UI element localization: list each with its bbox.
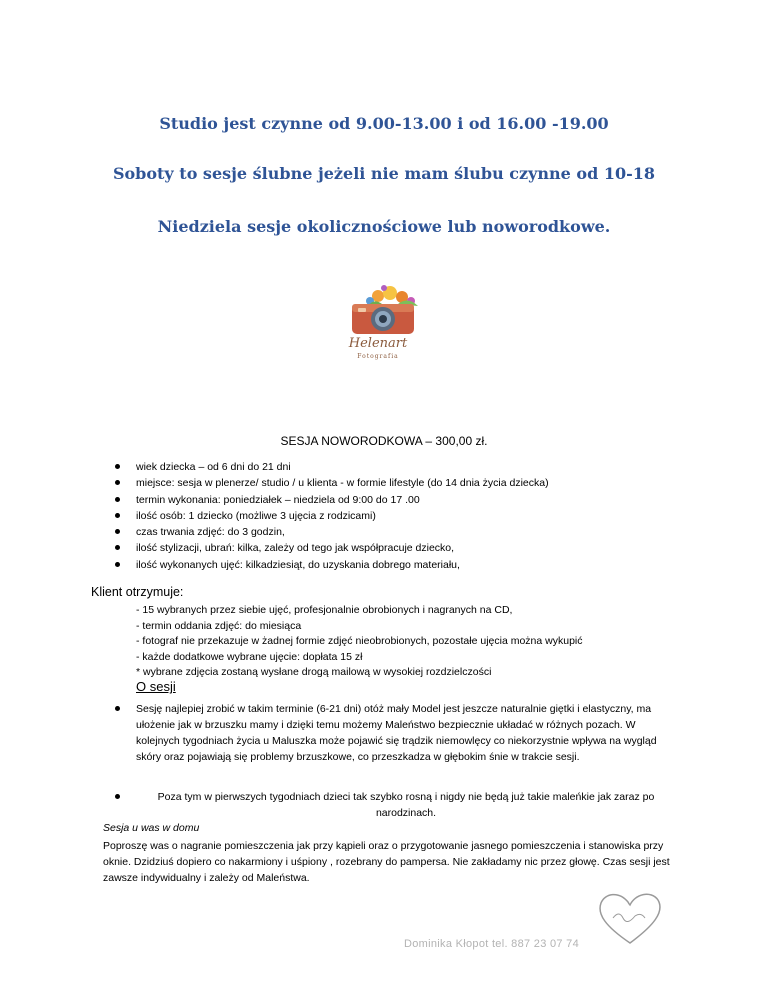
list-item: * wybrane zdjęcia zostaną wysłane drogą mailową w wysokiej rozdzielczości [136, 666, 492, 679]
logo-subtitle: Fotografia [357, 353, 399, 360]
about-session-title: O sesji [136, 679, 176, 694]
list-item: wiek dziecka – od 6 dni do 21 dni [114, 459, 549, 475]
about-paragraph-1: Sesję najlepiej zrobić w takim terminie (6-21 dni) otóż mały Model jest jeszcze naturalnie giętki i elastyczny, ma ułożenie jak w brzuszku mamy i dzięki temu możemy Maleństwo bezpiecznie układać w różnych pozach. W kolejnych tygodniach życia u Maluszka może pojawić się trądzik niemowlęcy co niekorzystnie wpływa na wygląd skóry oraz pojawiają się problemy brzuszkowe, co przeszkadza w głębokim śnie w trakcie sesji. [136, 703, 657, 763]
about-paragraph-2: Poza tym w pierwszych tygodniach dzieci tak szybko rosną i nigdy nie będą już takie maleńkie jak zaraz po narodzinach. [157, 791, 655, 819]
home-session-title: Sesja u was w domu [103, 822, 200, 834]
client-title: Klient otrzymuje: [91, 585, 184, 599]
list-item: - fotograf nie przekazuje w żadnej formie zdjęć nieobrobionych, pozostałe ujęcia można wykupić [136, 635, 583, 648]
session-details-list [114, 459, 549, 573]
list-item: czas trwania zdjęć: do 3 godzin, [114, 524, 549, 540]
list-item: - 15 wybranych przez siebie ujęć, profesjonalnie obrobionych i nagranych na CD, [136, 604, 513, 616]
list-item: ilość stylizacji, ubrań: kilka, zależy od tego jak współpracuje dziecko, [114, 540, 549, 556]
logo-name: Helenart [348, 336, 408, 351]
list-item: miejsce: sesja w plenerze/ studio / u klienta - w formie lifestyle (do 14 dnia życia dziecka) [114, 475, 549, 491]
list-item: - termin oddania zdjęć: do miesiąca [136, 619, 302, 632]
session-title: SESJA NOWORODKOWA – 300,00 zł. [280, 434, 488, 448]
saturday-hours-heading: Soboty to sesje ślubne jeżeli nie mam ślubu czynne od 10-18 [112, 164, 656, 183]
helenart-logo [338, 284, 438, 374]
home-session-text: Poproszę was o nagranie pomieszczenia jak przy kąpieli oraz o przygotowanie jasnego pomieszczenia i stanowiska przy oknie. Dzidziuś dopiero co nakarmiony i uśpiony , rozebrany do pampersa. Nie zakładamy nic przez głowę. Czas sesji jest zawsze indywidualny i zależy od Maleństwa. [103, 840, 670, 884]
footer-contact: Dominika Kłopot tel. 887 23 07 74 [404, 938, 580, 950]
sunday-hours-heading: Niedziela sesje okolicznościowe lub noworodkowe. [157, 217, 611, 236]
list-item: termin wykonania: poniedziałek – niedziela od 9:00 do 17 .00 [114, 492, 549, 508]
bullet-icon [115, 706, 120, 711]
list-item: ilość wykonanych ujęć: kilkadziesiąt, do uzyskania dobrego materiału, [114, 557, 549, 573]
list-item: ilość osób: 1 dziecko (możliwe 3 ujęcia z rodzicami) [114, 508, 549, 524]
bullet-icon [115, 794, 120, 799]
camera-flowers-icon [338, 284, 438, 340]
list-item: - każde dodatkowe wybrane ujęcie: dopłata 15 zł [136, 650, 363, 663]
opening-hours-heading: Studio jest czynne od 9.00-13.00 i od 16.00 -19.00 [159, 114, 609, 133]
client-items [136, 603, 583, 681]
heart-signature-icon [595, 888, 665, 948]
